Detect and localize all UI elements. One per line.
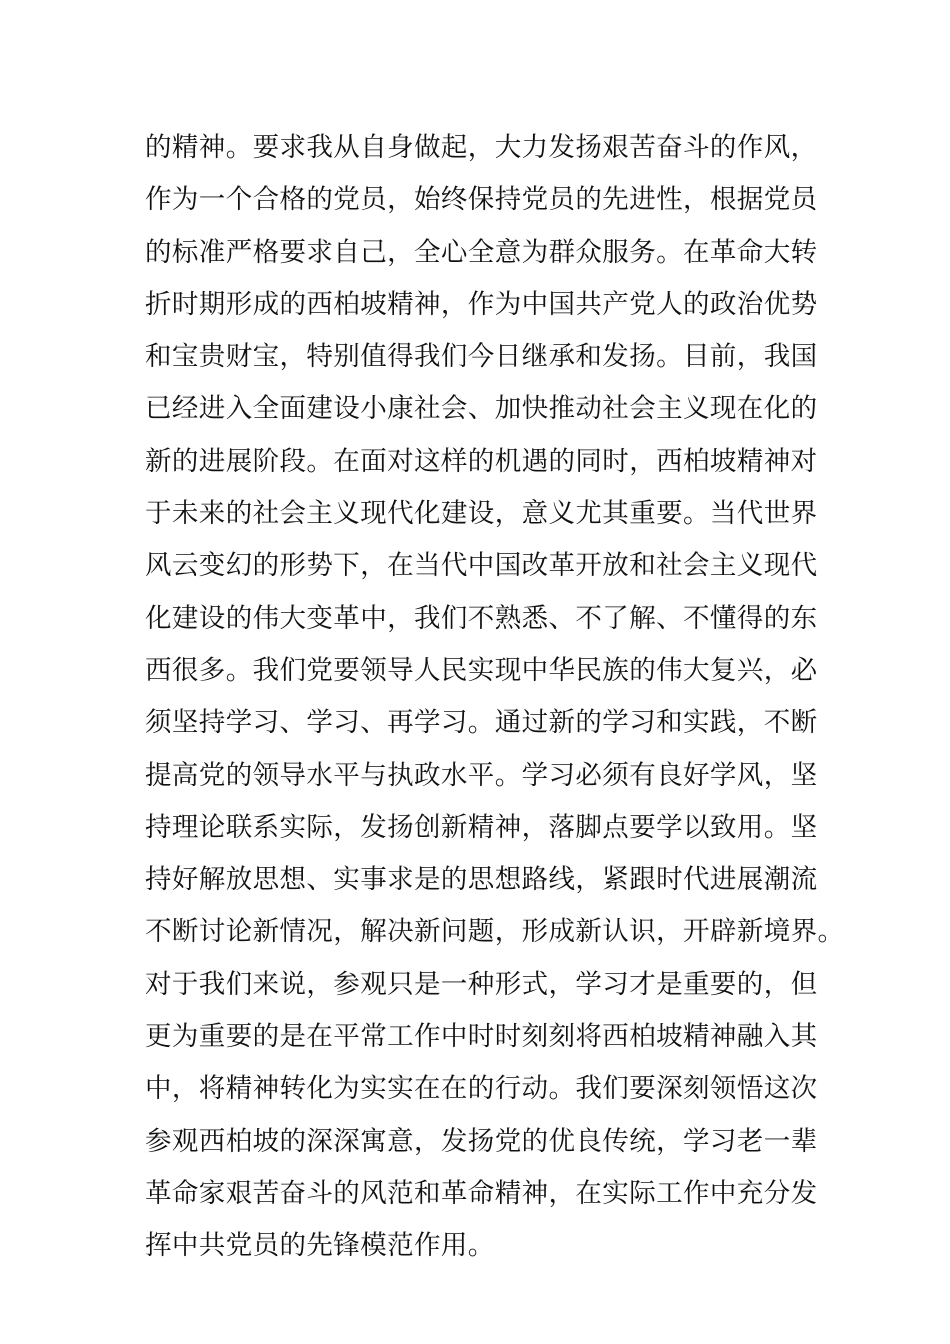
text-line: 中，将精神转化为实实在在的行动。我们要深刻领悟这次 [145, 1073, 818, 1105]
text-line: 参观西柏坡的深深寓意，发扬党的优良传统，学习老一辈 [145, 1125, 818, 1157]
text-line: 和宝贵财宝，特别值得我们今日继承和发扬。目前，我国 [145, 341, 818, 373]
text-line: 风云变幻的形势下，在当代中国改革开放和社会主义现代 [145, 550, 818, 582]
text-line: 革命家艰苦奋斗的风范和革命精神，在实际工作中充分发 [145, 1177, 818, 1209]
text-line: 作为一个合格的党员，始终保持党员的先进性，根据党员 [145, 184, 818, 216]
text-line: 化建设的伟大变革中，我们不熟悉、不了解、不懂得的东 [145, 602, 818, 634]
text-line: 更为重要的是在平常工作中时时刻刻将西柏坡精神融入其 [145, 1021, 818, 1053]
text-line: 已经进入全面建设小康社会、加快推动社会主义现在化的 [145, 393, 818, 425]
text-line: 提高党的领导水平与执政水平。学习必须有良好学风，坚 [145, 759, 818, 791]
body-paragraph [145, 126, 845, 1277]
text-line: 持理论联系实际，发扬创新精神，落脚点要学以致用。坚 [145, 811, 818, 843]
text-line: 不断讨论新情况，解决新问题，形成新认识，开辟新境界。 [145, 916, 845, 948]
text-line: 对于我们来说，参观只是一种形式，学习才是重要的，但 [145, 968, 818, 1000]
text-line: 西很多。我们党要领导人民实现中华民族的伟大复兴，必 [145, 654, 818, 686]
text-line: 须坚持学习、学习、再学习。通过新的学习和实践，不断 [145, 707, 818, 739]
text-line: 折时期形成的西柏坡精神，作为中国共产党人的政治优势 [145, 288, 818, 320]
text-line: 于未来的社会主义现代化建设，意义尤其重要。当代世界 [145, 498, 818, 530]
text-line: 的精神。要求我从自身做起，大力发扬艰苦奋斗的作风， [145, 132, 818, 163]
text-line: 挥中共党员的先锋模范作用。 [145, 1230, 495, 1262]
text-line: 的标准严格要求自己，全心全意为群众服务。在革命大转 [145, 236, 818, 268]
text-line: 新的进展阶段。在面对这样的机遇的同时，西柏坡精神对 [145, 445, 818, 477]
text-line: 持好解放思想、实事求是的思想路线，紧跟时代进展潮流 [145, 864, 818, 896]
